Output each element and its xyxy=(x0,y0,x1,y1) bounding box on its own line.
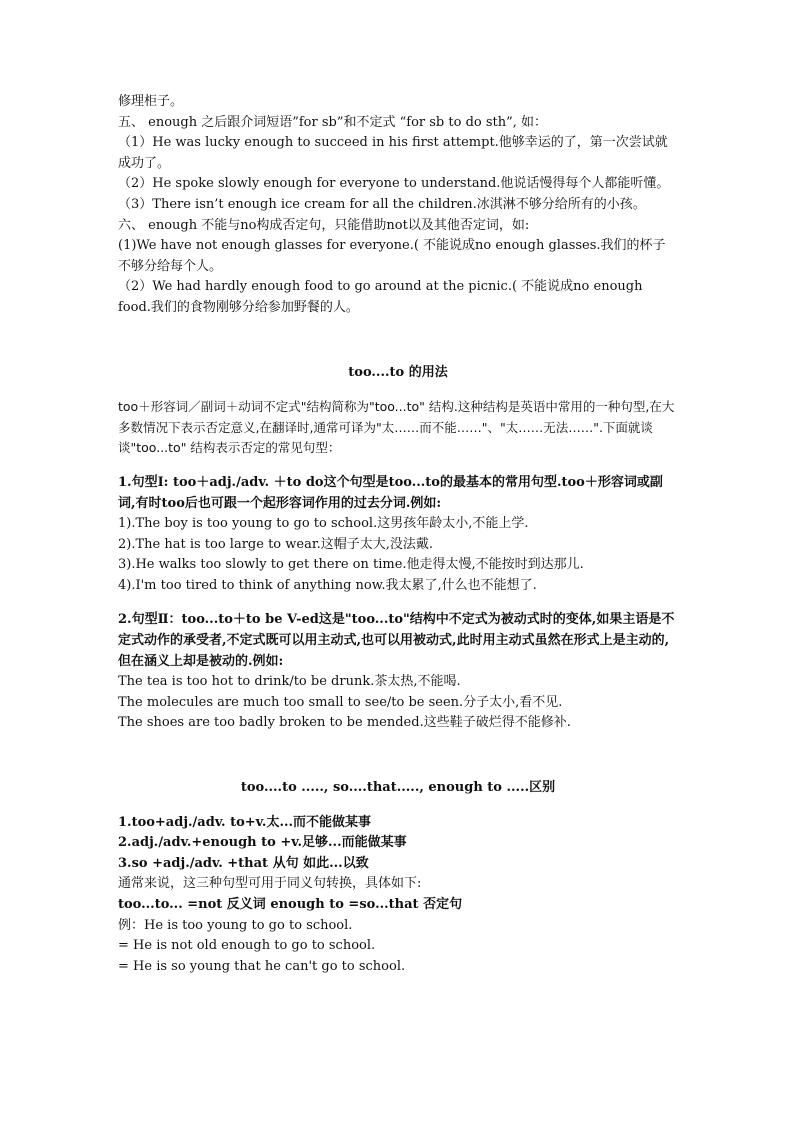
section-title: too....to 的用法 xyxy=(348,364,448,380)
section-title: too....to ....., so....that....., enough to .....区别 xyxy=(240,780,556,796)
example-line: 2).The hat is too large to wear.这帽子太大,没法戴. xyxy=(118,536,434,552)
paragraph: （1）He was lucky enough to succeed in his first attempt.他够幸运的了，第一次尝试就成功了。 xyxy=(118,135,668,171)
example-line: 例：He is too young to go to school. xyxy=(118,917,353,933)
paragraph: 修理柜子。 xyxy=(118,94,184,109)
intro-paragraph: too＋形容词／副词＋动词不定式"结构简称为"too...to" 结构.这种结构是英语中常用的一种句型,在大多数情况下表示否定意义,在翻译时,通常可译为"太……而不能……"、"太……无法……".下面就谈谈"too...to" 结构表示否定的常见句型： xyxy=(118,399,675,456)
document-body xyxy=(118,92,678,977)
example-line: The tea is too hot to drink/to be drunk.茶太热,不能喝. xyxy=(118,674,461,690)
paragraph: (1)We have not enough glasses for everyone.( 不能说成no enough glasses.我们的杯子不够分给每个人。 xyxy=(118,238,666,274)
formula-line: too...to... =not 反义词 enough to =so...that 否定句 xyxy=(118,897,463,912)
rule-line: 1.too+adj./adv. to+v.太...而不能做某事 xyxy=(118,814,372,830)
example-line: 1).The boy is too young to go to school.这男孩年龄太小,不能上学. xyxy=(118,516,529,532)
rule-line: 2.adj./adv.+enough to +v.足够...而能做某事 xyxy=(118,835,407,851)
pattern-heading: 2.句型Ⅱ：too...to＋to be V-ed这是"too...to"结构中不定式为被动式时的变体,如果主语是不定式动作的承受者,不定式既可以用主动式,也可以用被动式,此时用主动式虽然在形式上是主动的,但在涵义上却是被动的.例如: xyxy=(118,612,675,669)
note-line: 通常来说，这三种句型可用于同义句转换，具体如下: xyxy=(118,876,422,892)
paragraph: （3）There isn’t enough ice cream for all the children.冰淇淋不够分给所有的小孩。 xyxy=(118,196,646,212)
example-line: The molecules are much too small to see/to be seen.分子太小,看不见. xyxy=(118,694,563,710)
example-line: 3).He walks too slowly to get there on time.他走得太慢,不能按时到达那儿. xyxy=(118,557,584,573)
paragraph: 五、 enough 之后跟介词短语”for sb”和不定式 “for sb to do sth”, 如： xyxy=(118,114,548,130)
rule-line: 3.so +adj./adv. +that 从句 如此...以致 xyxy=(118,855,369,871)
paragraph: 六、 enough 不能与no构成否定句，只能借助not以及其他否定词，如: xyxy=(118,217,530,233)
example-line: 4).I'm too tired to think of anything now.我太累了,什么也不能想了. xyxy=(118,577,537,593)
paragraph: （2）He spoke slowly enough for everyone to understand.他说话慢得每个人都能听懂。 xyxy=(118,176,670,192)
paragraph: （2）We had hardly enough food to go around at the picnic.( 不能说成no enough food.我们的食物刚够分给参加野餐的人。 xyxy=(118,279,643,315)
example-line: = He is so young that he can't go to school. xyxy=(118,958,406,974)
example-line: = He is not old enough to go to school. xyxy=(118,938,376,954)
pattern-heading: 1.句型Ⅰ: too＋adj./adv. ＋to do这个句型是too...to的最基本的常用句型.too＋形容词或副词,有时too后也可跟一个起形容词作用的过去分词.例如: xyxy=(118,474,663,511)
example-line: The shoes are too badly broken to be mended.这些鞋子破烂得不能修补. xyxy=(118,715,571,731)
